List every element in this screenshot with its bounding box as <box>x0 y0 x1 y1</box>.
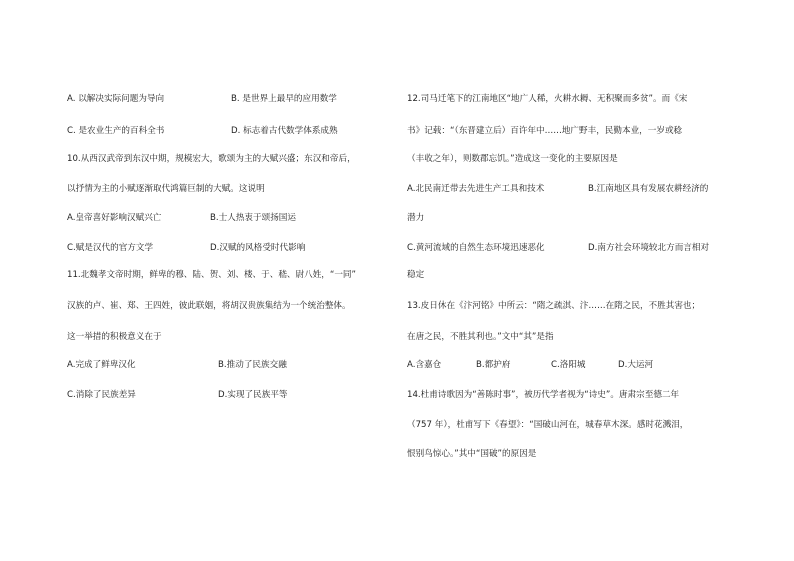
q10-option-b: B.士人热衷于颂扬国运 <box>210 213 296 223</box>
q10-stem-line-1: 10.从西汉武帝到东汉中期，规模宏大，歌颂为主的大赋兴盛；东汉和帝后， <box>67 154 356 164</box>
q12-option-b: B.江南地区具有发展农耕经济的 <box>588 184 709 194</box>
q11-stem-line-1: 11.北魏孝文帝时期，鲜卑的穆、陆、贺、刘、楼、于、嵇、尉八姓，“一同” <box>67 270 356 280</box>
q11-option-b: B.推动了民族交融 <box>218 360 287 370</box>
q13-stem-line-2: 在唐之民，不胜其利也。”文中“其”是指 <box>407 332 554 342</box>
q9-option-a: A. 以解决实际问题为导向 <box>67 94 165 104</box>
q13-option-b: B.都护府 <box>476 360 511 370</box>
q11-stem-line-2: 汉族的卢、崔、郑、王四姓，彼此联姻，将胡汉贵族集结为一个统治整体。 <box>67 301 351 311</box>
q11-option-a: A.完成了鲜卑汉化 <box>67 360 136 370</box>
q13-stem-line-1: 13.皮日休在《汴河铭》中所云：“隋之疏淇、汴……在隋之民，不胜其害也； <box>407 301 701 311</box>
q12-option-a: A.北民南迁带去先进生产工具和技术 <box>407 184 545 194</box>
q10-stem-line-2: 以抒情为主的小赋逐渐取代鸿篇巨制的大赋。这说明 <box>67 184 265 194</box>
q11-stem-line-3: 这一举措的积极意义在于 <box>67 332 162 342</box>
q12-option-b-continued: 潜力 <box>407 213 425 223</box>
q12-stem-line-1: 12.司马迁笔下的江南地区“地广人稀，火耕水耨、无积聚而多贫”。而《宋 <box>407 94 688 104</box>
q10-option-d: D.汉赋的风格受时代影响 <box>210 243 306 253</box>
q12-stem-line-2: 书》记载：“（东晋建立后）百许年中……地广野丰，民勤本业，一岁或稔 <box>407 126 683 136</box>
q10-option-a: A.皇帝喜好影响汉赋兴亡 <box>67 213 162 223</box>
q12-option-d-continued: 稳定 <box>407 270 425 280</box>
q14-stem-line-3: 恨别鸟惊心。”其中“国破”的原因是 <box>407 449 537 459</box>
q14-stem-line-2: （757 年），杜甫写下《春望》：“国破山河在，城春草木深。感时花溅泪， <box>407 420 689 430</box>
q9-option-d: D. 标志着古代数学体系成熟 <box>231 126 338 136</box>
q9-option-b: B. 是世界上最早的应用数学 <box>231 94 337 104</box>
q11-option-d: D.实现了民族平等 <box>218 390 288 400</box>
q12-option-c: C.黄河流域的自然生态环境迅速恶化 <box>407 243 545 253</box>
q10-option-c: C.赋是汉代的官方文学 <box>67 243 154 253</box>
q13-option-c: C.洛阳城 <box>551 360 586 370</box>
q13-option-a: A.含嘉仓 <box>407 360 442 370</box>
q12-option-d: D.南方社会环境较北方而言相对 <box>588 243 710 253</box>
q9-option-c: C. 是农业生产的百科全书 <box>67 126 165 136</box>
q11-option-c: C.消除了民族差异 <box>67 390 136 400</box>
q12-stem-line-3: （丰收之年），则数郡忘饥。”造成这一变化的主要原因是 <box>407 154 618 164</box>
q13-option-d: D.大运河 <box>618 360 654 370</box>
q14-stem-line-1: 14.杜甫诗歌因为“善陈时事”，被历代学者视为“诗史”。唐肃宗至德二年 <box>407 390 680 400</box>
